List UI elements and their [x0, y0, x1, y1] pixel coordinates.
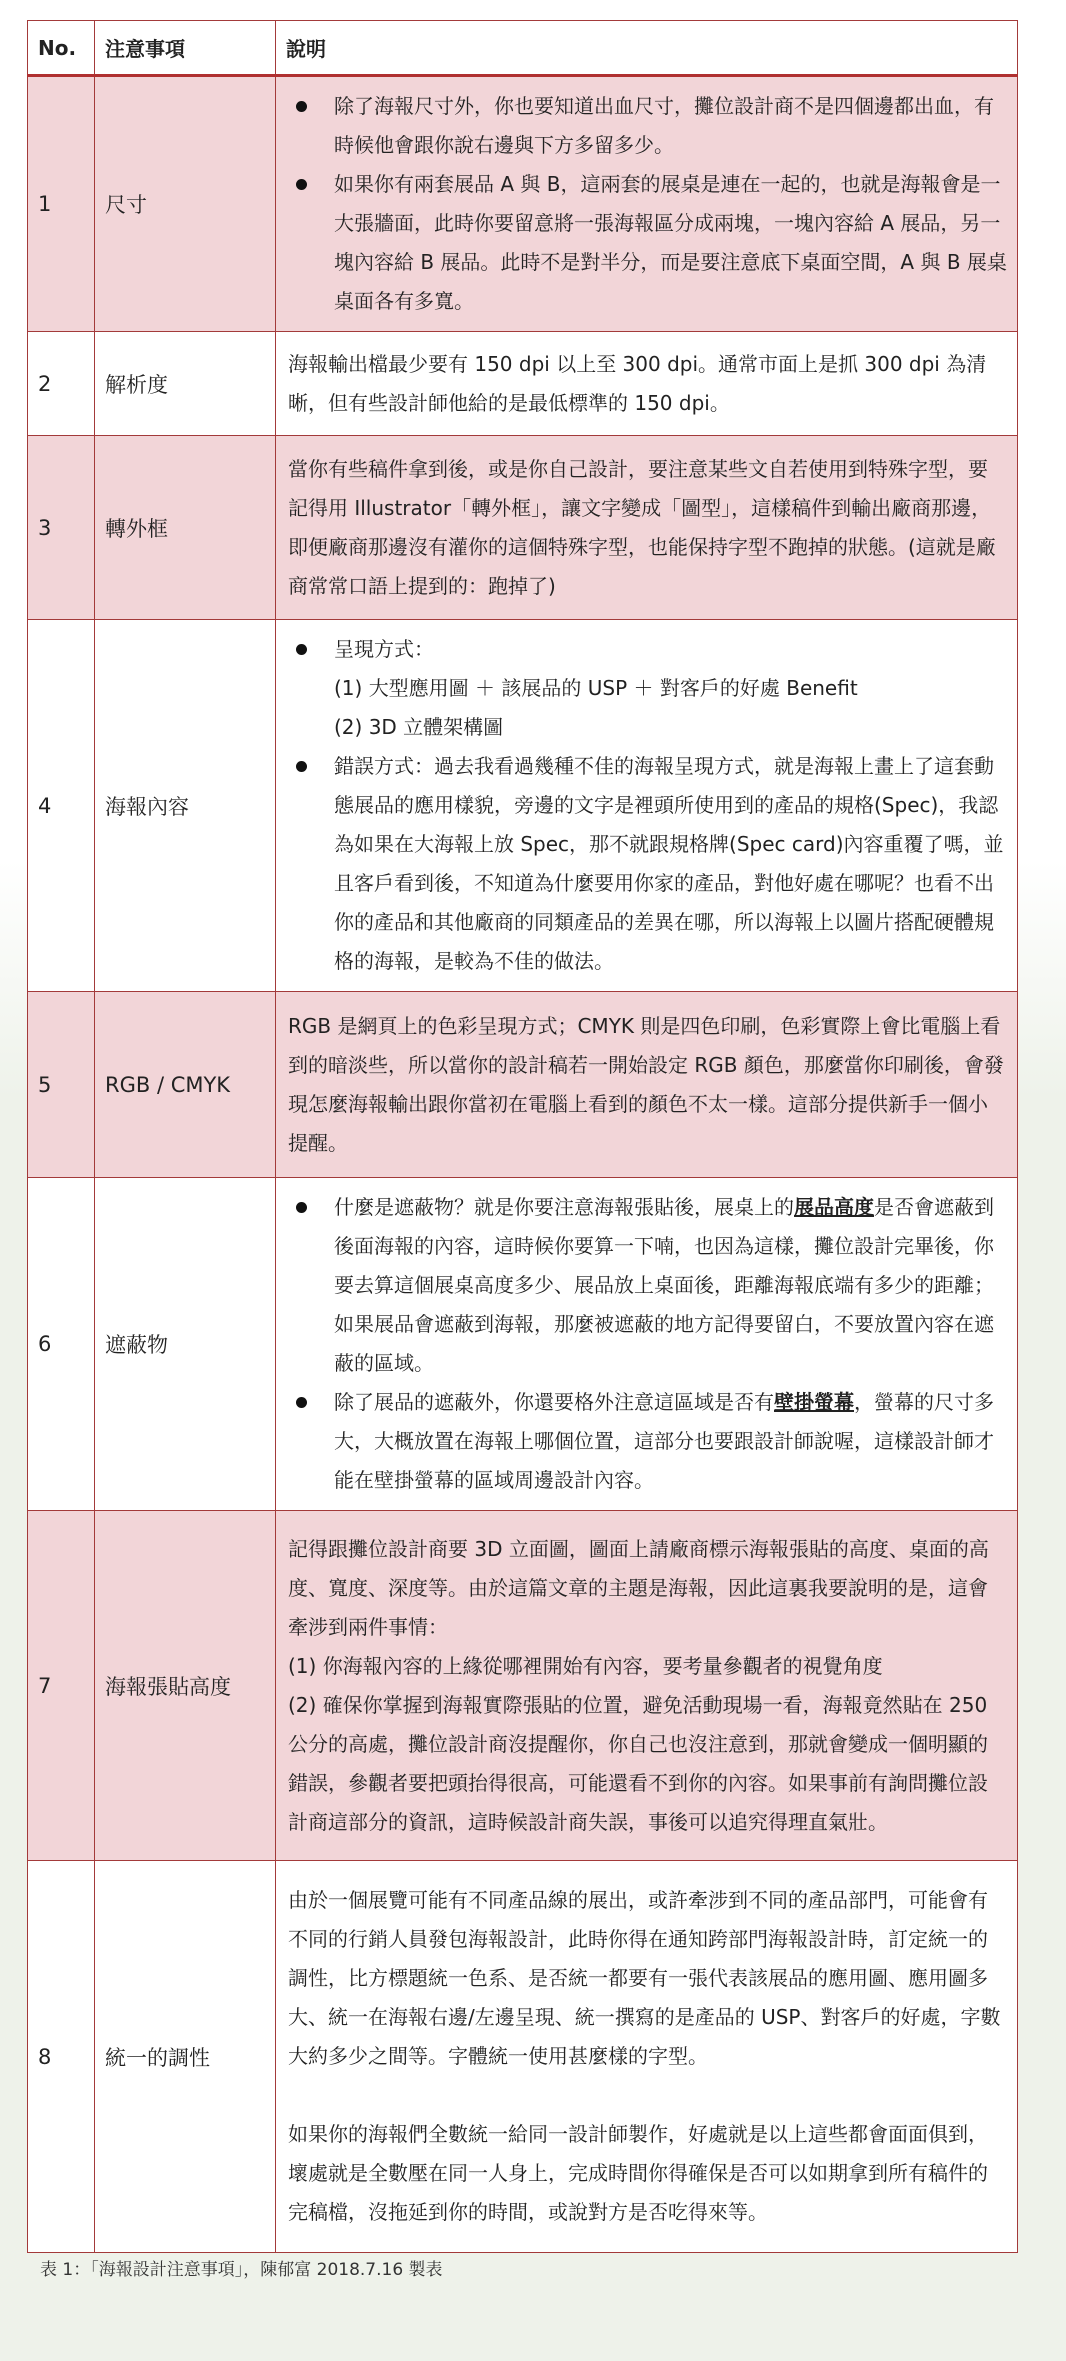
table-caption: 表 1：「海報設計注意事項」，陳郁富 2018.7.16 製表 [40, 2260, 443, 2280]
table-row [28, 436, 1018, 620]
row-description [276, 1511, 1018, 1861]
table-row [28, 620, 1018, 992]
desc-text: RGB 是網頁上的色彩呈現方式；CMYK 則是四色印刷，色彩實際上會比電腦上看到的暗淡些，所以當你的設計稿若一開始設定 RGB 顏色，那麼當你印刷後，會發現怎麼海報輸出跟你當初在電腦上看到的顏色不太一樣。這部分提供新手一個小提醒。 [288, 1013, 1004, 1155]
emphasis-exhibit-height: 展品高度 [794, 1195, 874, 1219]
row-number: 5 [28, 992, 95, 1178]
header-desc: 說明 [276, 21, 1018, 76]
row-number: 6 [28, 1178, 95, 1511]
desc-text: 如果你的海報們全數統一給同一設計師製作，好處就是以上這些都會面面俱到，壞處就是全數壓在同一人身上，完成時間你得確保是否可以如期拿到所有稿件的完稿檔，沒拖延到你的時間，或說對方是否吃得來等。 [288, 2122, 988, 2224]
row-description [276, 1861, 1018, 2253]
desc-text: 記得跟攤位設計商要 3D 立面圖，圖面上請廠商標示海報張貼的高度、桌面的高度、寬度、深度等。由於這篇文章的主題是海報，因此這裏我要說明的是，這會牽涉到兩件事情： [288, 1536, 989, 1639]
desc-text: (1) 你海報內容的上緣從哪裡開始有內容，要考量參觀者的視覺角度 [288, 1653, 883, 1678]
row-description [276, 1178, 1018, 1511]
paragraph-gap [288, 2076, 1007, 2115]
bullet-item [288, 1383, 1007, 1500]
presentation-title: 呈現方式： [334, 637, 434, 661]
table-row [28, 1511, 1018, 1861]
row-description [276, 332, 1018, 436]
poster-notes-table [27, 20, 1018, 2253]
table-row [28, 1178, 1018, 1511]
bullet-item: 如果你有兩套展品 A 與 B，這兩套的展桌是連在一起的，也就是海報會是一大張牆面，此時你要留意將一張海報區分成兩塊，一塊內容給 A 展品，另一塊內容給 B 展品。此時不是對半分，而是要注意底下桌面空間，A 與 B 展桌桌面各有多寬。 [288, 165, 1007, 321]
row-number: 8 [28, 1861, 95, 2253]
table-container [27, 20, 1017, 2253]
header-item: 注意事項 [95, 21, 276, 76]
row-item: 轉外框 [95, 436, 276, 620]
row-description [276, 992, 1018, 1178]
presentation-line-2: (2) 3D 立體架構圖 [334, 715, 504, 739]
emphasis-wall-screen: 壁掛螢幕 [774, 1390, 854, 1414]
desc-text: (2) 確保你掌握到海報實際張貼的位置，避免活動現場一看，海報竟然貼在 250 公分的高處，攤位設計商沒提醒你，你自己也沒注意到，那就會變成一個明顯的錯誤，參觀者要把頭抬得很高，可能還看不到你的內容。如果事前有詢問攤位設計商這部分的資訊，這時候設計商失誤，事後可以追究得理直氣壯。 [288, 1692, 988, 1834]
row-item: 海報張貼高度 [95, 1511, 276, 1861]
row-number: 1 [28, 76, 95, 332]
header-no: No. [28, 21, 95, 76]
row-item: 海報內容 [95, 620, 276, 992]
row-number: 4 [28, 620, 95, 992]
bullet-text: 是否會遮蔽到後面海報的內容，這時候你要算一下喃，也因為這樣，攤位設計完畢後，你要去算這個展桌高度多少、展品放上桌面後，距離海報底端有多少的距離；如果展品會遮蔽到海報，那麼被遮蔽的地方記得要留白，不要放置內容在遮蔽的區域。 [334, 1195, 994, 1375]
bullet-text: 除了展品的遮蔽外，你還要格外注意這區域是否有 [334, 1390, 774, 1414]
row-number: 3 [28, 436, 95, 620]
row-item: 解析度 [95, 332, 276, 436]
row-number: 7 [28, 1511, 95, 1861]
table-row [28, 992, 1018, 1178]
table-row [28, 76, 1018, 332]
bullet-item [288, 1188, 1007, 1383]
bullet-text: ，螢幕的尺寸多大，大概放置在海報上哪個位置，這部分也要跟設計師說喔，這樣設計師才能在壁掛螢幕的區域周邊設計內容。 [334, 1390, 994, 1492]
row-item: 統一的調性 [95, 1861, 276, 2253]
table-row [28, 332, 1018, 436]
row-item: RGB / CMYK [95, 992, 276, 1178]
table-header-row [28, 21, 1018, 76]
presentation-line-1: (1) 大型應用圖 ＋ 該展品的 USP ＋ 對客戶的好處 Benefit [334, 676, 858, 700]
bullet-item: 錯誤方式：過去我看過幾種不佳的海報呈現方式，就是海報上畫上了這套動態展品的應用樣貌，旁邊的文字是裡頭所使用到的產品的規格(Spec)，我認為如果在大海報上放 Spec，那不就跟規格牌(Spec card)內容重覆了嗎，並且客戶看到後，不知道為什麼要用你家的產品，對他好處在哪呢？也看不出你的產品和其他廠商的同類產品的差異在哪，所以海報上以圖片搭配硬體規格的海報，是較為不佳的做法。 [288, 747, 1007, 981]
bullet-text: 什麼是遮蔽物？就是你要注意海報張貼後，展桌上的 [334, 1195, 794, 1219]
row-description [276, 436, 1018, 620]
row-number: 2 [28, 332, 95, 436]
row-item: 遮蔽物 [95, 1178, 276, 1511]
bullet-item [288, 630, 1007, 747]
desc-text: 當你有些稿件拿到後，或是你自己設計，要注意某些文自若使用到特殊字型，要記得用 Illustrator「轉外框」，讓文字變成「圖型」，這樣稿件到輸出廠商那邊，即便廠商那邊沒有灌你的這個特殊字型，也能保持字型不跑掉的狀態。(這就是廠商常常口語上提到的：跑掉了) [288, 456, 996, 598]
row-description [276, 620, 1018, 992]
table-row [28, 1861, 1018, 2253]
desc-text: 海報輸出檔最少要有 150 dpi 以上至 300 dpi。通常市面上是抓 300 dpi 為清晰，但有些設計師他給的是最低標準的 150 dpi。 [288, 351, 987, 415]
row-description [276, 76, 1018, 332]
bullet-item: 除了海報尺寸外，你也要知道出血尺寸，攤位設計商不是四個邊都出血，有時候他會跟你說右邊與下方多留多少。 [288, 87, 1007, 165]
desc-text: 由於一個展覽可能有不同產品線的展出，或許牽涉到不同的產品部門，可能會有不同的行銷人員發包海報設計，此時你得在通知跨部門海報設計時，訂定統一的調性，比方標題統一色系、是否統一都要有一張代表該展品的應用圖、應用圖多大、統一在海報右邊/左邊呈現、統一撰寫的是產品的 USP、對客戶的好處，字數大約多少之間等。字體統一使用甚麼樣的字型。 [288, 1888, 1001, 2068]
row-item: 尺寸 [95, 76, 276, 332]
